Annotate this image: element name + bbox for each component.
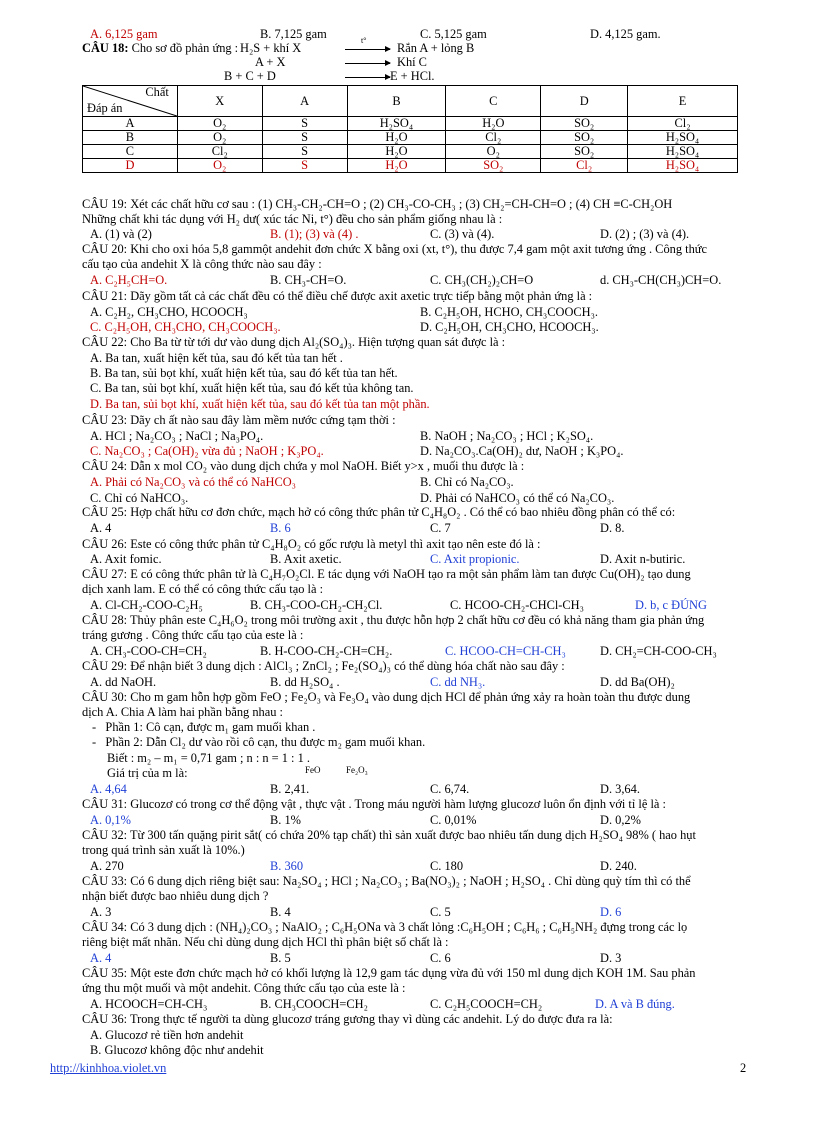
option-d: D. dd Ba(OH)₂ [600,675,675,689]
arrow-3 [345,77,390,78]
table-row: A O₂ S H₂SO₄ H₂O SO₂ Cl₂ [83,117,738,131]
q30-sub-fe2o3: Fe₂O₃ [346,765,368,775]
q23-line1: CÂU 23: Dãy ch ất nào sau đây làm mềm nước cứng tạm thời : [82,413,396,427]
q23-options-row2 [90,444,780,458]
option-c: C. Chỉ có NaHCO₃. [90,491,189,505]
option-c: C. 0,01% [430,813,477,827]
option-b: B. NaOH ; Na₂CO₃ ; HCl ; K₂SO₄. [420,429,594,443]
q29-options [90,675,780,689]
q20-line2: cấu tạo của andehit X là công thức nào sau đây : [82,257,322,271]
option-a: A. 3 [90,905,112,919]
q19-options [90,227,780,241]
q26-options [90,552,780,566]
q25-options [90,521,780,535]
q35-options [90,997,780,1011]
q22-option-d: D. Ba tan, sủi bọt khí, xuất hiện kết tủa, sau đó kết tủa tan một phần. [90,397,430,411]
scheme-left-2: A + X [255,55,286,69]
q30-sub-feo: FeO [305,765,321,775]
q30-line2: dịch A. Chia A làm hai phần bằng nhau : [82,705,283,719]
q19-line1: CÂU 19: Xét các chất hữu cơ sau : (1) CH₃-CH₂-CH=O ; (2) CH₃-CO-CH₃ ; (3) CH₂=CH-CH=O ; (4) CH ≡C-CH₂OH [82,197,673,211]
q21-options-row1 [90,305,780,319]
scheme-left-3: B + C + D [224,69,276,83]
option-d: D. b, c ĐÚNG [635,598,707,612]
option-c: C. dd NH₃. [430,675,486,689]
q32-line2: trong quá trình sản xuất là 10%.) [82,843,245,857]
q34-line1: CÂU 34: Có 3 dung dịch : (NH₄)₂CO₃ ; NaAlO₂ ; C₆H₅ONa và 3 chất lỏng :C₆H₅OH ; C₆H₆ ; C₆H₅NH₂ đựng trong các lọ [82,920,688,934]
page-number: 2 [740,1061,747,1075]
q28-line1: CÂU 28: Thủy phân este C₄H₆O₂ trong môi trường axit , thu được hỗn hợp 2 chất hữu cơ đều có khả năng tham gia phản ứng [82,613,705,627]
col-header: A [262,86,347,117]
option-a: A. Axit fomic. [90,552,162,566]
q21-options-row2 [90,320,780,334]
option-c: C. (3) và (4). [430,227,495,241]
arrow-label: t° [361,36,367,45]
option-b: B. CH₃-CH=O. [270,273,347,287]
q36-option-b: B. Glucozơ không độc như andehit [90,1043,264,1057]
option-c: C. CH₃(CH₂)₂CH=O [430,273,534,287]
q20-options [90,273,780,287]
option-b: B. Chỉ có Na₂CO₃. [420,475,514,489]
option-a: A. 4 [90,521,112,535]
option-c: C. C₂H₅COOCH=CH₂ [430,997,543,1011]
q35-line2: ứng thu một muối và một andehit. Công thức cấu tạo của este là : [82,981,406,995]
q30-ask: Giá trị của m là: [107,766,188,780]
option-b: B. H-COO-CH₂-CH=CH₂. [260,644,393,658]
option-c: C. HCOO-CH₂-CHCl-CH₃ [450,598,584,612]
col-header: C [446,86,541,117]
option-c: C. 5,125 gam [420,27,487,41]
option-c: C. C₂H₅OH, CH₃CHO, CH₃COOCH₃. [90,320,281,334]
scheme-right-3: E + HCl. [390,69,435,83]
option-b: B. 360 [270,859,304,873]
q26-line1: CÂU 26: Este có công thức phân tử C₄H₈O₂ có gốc rượu là metyl thì axit tạo nên este đó là : [82,537,541,551]
footer-link[interactable]: http://kinhhoa.violet.vn [50,1061,167,1075]
option-c: C. Axit propionic. [430,552,520,566]
option-d: D. 3,64. [600,782,640,796]
scheme-left-1: H₂S + khí X [240,41,302,55]
q33-line1: CÂU 33: Có 6 dung dịch riêng biệt sau: Na₂SO₄ ; HCl ; Na₂CO₃ ; Ba(NO₃)₂ ; NaOH ; H₂SO₄ . Chỉ dùng quỳ tím thì có thể [82,874,691,888]
q31-line1: CÂU 31: Glucozơ có trong cơ thể động vật , thực vật . Trong máu người hàm lượng glucozơ luôn ổn định với tỉ lệ là : [82,797,666,811]
q36-line1: CÂU 36: Trong thực tế người ta dùng glucozơ tráng gương thay vì dùng các andehit. Lý do được đưa ra là: [82,1012,613,1026]
q29-line1: CÂU 29: Để nhận biết 3 dung dịch : AlCl₃ ; ZnCl₂ ; Fe₂(SO₄)₃ có thể dùng hóa chất nào sau đây : [82,659,565,673]
q32-options [90,859,780,873]
answer-table [82,85,738,173]
option-b: B. dd H₂SO₄ . [270,675,340,689]
scheme-right-1: Rắn A + lỏng B [397,41,475,55]
option-a: A. 0,1% [90,813,131,827]
option-c: C. 6 [430,951,451,965]
option-d: D. 0,2% [600,813,641,827]
q19-line2: Những chất khi tác dụng với H₂ dư( xúc tác Ni, t°) đều cho sản phẩm giống nhau là : [82,212,503,226]
option-b: B. 5 [270,951,291,965]
q25-line1: CÂU 25: Hợp chất hữu cơ đơn chức, mạch hở có công thức phân tử C₄H₈O₂ . Có thể có bao nhiêu đồng phân có thể có: [82,505,676,519]
option-d: D. 240. [600,859,637,873]
option-d: D. 8. [600,521,625,535]
q28-line2: tráng gương . Công thức cấu tạo của este là : [82,628,304,642]
q30-options [90,782,780,796]
arrow-1 [345,49,390,50]
option-c: C. Na₂CO₃ ; Ca(OH)₂ vừa đủ ; NaOH ; K₃PO₄. [90,444,324,458]
q34-line2: riêng biệt mất nhãn. Nếu chỉ dùng dung dịch HCl thì phân biệt số chất là : [82,935,449,949]
q31-options [90,813,780,827]
q22-option-b: B. Ba tan, sủi bọt khí, xuất hiện kết tủa, sau đó kết tủa tan hết. [90,366,398,380]
option-c: C. HCOO-CH=CH-CH₃ [445,644,566,658]
q33-options [90,905,780,919]
table-corner: Chất Đáp án [83,86,178,117]
q27-options [90,598,780,612]
q30-line1: CÂU 30: Cho m gam hỗn hợp gồm FeO ; Fe₂O₃ và Fe₃O₄ vào dung dịch HCl để phản ứng xảy ra hoàn toàn thu được dung [82,690,691,704]
q24-line1: CÂU 24: Dẫn x mol CO₂ vào dung dịch chứa y mol NaOH. Biết y>x , muối thu được là : [82,459,525,473]
option-c: C. 7 [430,521,451,535]
option-d: D. (2) ; (3) và (4). [600,227,690,241]
q24-options-row1 [90,475,780,489]
option-a: A. C₂H₂, CH₃CHO, HCOOCH₃ [90,305,248,319]
option-d: D. Axit n-butiric. [600,552,686,566]
option-d: D. Na₂CO₃.Ca(OH)₂ dư, NaOH ; K₃PO₄. [420,444,624,458]
option-a: A. 4,64 [90,782,127,796]
option-a: A. 6,125 gam [90,27,158,41]
option-b: B. 1% [270,813,301,827]
q22-option-c: C. Ba tan, sủi bọt khí, xuất hiện kết tủa, sau đó kết tủa không tan. [90,381,414,395]
col-header: X [177,86,262,117]
arrow-2 [345,63,390,64]
option-d: D. C₂H₅OH, CH₃CHO, HCOOCH₃. [420,320,599,334]
option-a: A. Phải có Na₂CO₃ và có thể có NaHCO₃ [90,475,297,489]
option-d: D. A và B đúng. [595,997,675,1011]
q30-known: Biết : m₂ – m₁ = 0,71 gam ; n : n = 1 : 1 . [107,751,310,765]
option-a: A. dd NaOH. [90,675,157,689]
option-a: A. HCl ; Na₂CO₃ ; NaCl ; Na₃PO₄. [90,429,264,443]
q20-line1: CÂU 20: Khi cho oxi hóa 5,8 gammột andehit đơn chức X bằng oxi (xt, t°), thu được 7,4 gam một axit tương ứng . Công thức [82,242,707,256]
q32-line1: CÂU 32: Từ 300 tấn quặng pirit sắt( có chứa 20% tạp chất) thì sản xuất được bao nhiêu tấn dung dịch H₂SO₄ 98% ( hao hụt [82,828,696,842]
option-b: B. C₂H₅OH, HCHO, CH₃COOCH₃. [420,305,599,319]
option-a: A. HCOOCH=CH-CH₃ [90,997,208,1011]
option-d: D. 6 [600,905,622,919]
option-a: A. 4 [90,951,112,965]
option-b: B. 2,41. [270,782,310,796]
q17-options [90,27,780,41]
col-header: D [541,86,628,117]
option-b: B. 7,125 gam [260,27,327,41]
col-header: E [628,86,738,117]
option-b: B. Axit axetic. [270,552,342,566]
q21-line1: CÂU 21: Dãy gồm tất cả các chất đều có thể điều chế được axit axetic trực tiếp bằng một phản ứng là : [82,289,593,303]
option-a: A. C₂H₅CH=O. [90,273,168,287]
option-c: C. 5 [430,905,451,919]
q24-options-row2 [90,491,780,505]
option-d: D. 3 [600,951,622,965]
q22-line1: CÂU 22: Cho Ba từ từ tới dư vào dung dịch Al₂(SO₄)₃. Hiện tượng quan sát được là : [82,335,506,349]
option-b: B. 6 [270,521,291,535]
q36-option-a: A. Glucozơ rẻ tiền hơn andehit [90,1028,244,1042]
q27-line1: CÂU 27: E có công thức phân tử là C₄H₇O₂Cl. E tác dụng với NaOH tạo ra một sản phẩm làm tan được Cu(OH)₂ tạo dung [82,567,691,581]
q23-options-row1 [90,429,780,443]
option-a: A. CH₃-COO-CH=CH₂ [90,644,207,658]
col-header: B [347,86,446,117]
q30-part1: - Phần 1: Cô cạn, được m₁ gam muối khan . [92,720,316,734]
table-row: B O₂ S H₂O Cl₂ SO₂ H₂SO₄ [83,131,738,145]
option-d: D. Phải có NaHCO₃ có thể có Na₂CO₃. [420,491,615,505]
option-b: B. (1); (3) và (4) . [270,227,359,241]
q18-stem: CÂU 18: Cho sơ đồ phản ứng : [82,41,239,55]
option-d: d. CH₃-CH(CH₃)CH=O. [600,273,722,287]
q33-line2: nhận biết được bao nhiêu dung dịch ? [82,889,269,903]
option-a: A. (1) và (2) [90,227,152,241]
option-d: D. CH₂=CH-COO-CH₃ [600,644,717,658]
q35-line1: CÂU 35: Một este đơn chức mạch hở có khối lượng là 12,9 gam tác dụng vừa đủ với 150 ml dung dịch KOH 1M. Sau phản [82,966,696,980]
option-a: A. Cl-CH₂-COO-C₂H₅ [90,598,203,612]
q27-line2: dịch xanh lam. E có thể có công thức cấu tạo là : [82,582,324,596]
option-a: A. 270 [90,859,124,873]
option-b: B. CH₃-COO-CH₂-CH₂Cl. [250,598,383,612]
table-row: C Cl₂ S H₂O O₂ SO₂ H₂SO₄ [83,145,738,159]
option-c: C. 6,74. [430,782,470,796]
q22-option-a: A. Ba tan, xuất hiện kết tủa, sau đó kết tủa tan hết . [90,351,343,365]
option-d: D. 4,125 gam. [590,27,661,41]
option-c: C. 180 [430,859,464,873]
option-b: B. CH₃COOCH=CH₂ [260,997,368,1011]
option-b: B. 4 [270,905,291,919]
table-row-correct: D O₂ S H₂O SO₂ Cl₂ H₂SO₄ [83,159,738,173]
scheme-right-2: Khí C [397,55,427,69]
q34-options [90,951,780,965]
q30-part2: - Phần 2: Dẫn Cl₂ dư vào rồi cô cạn, thu được m₂ gam muối khan. [92,735,426,749]
q28-options [90,644,780,658]
